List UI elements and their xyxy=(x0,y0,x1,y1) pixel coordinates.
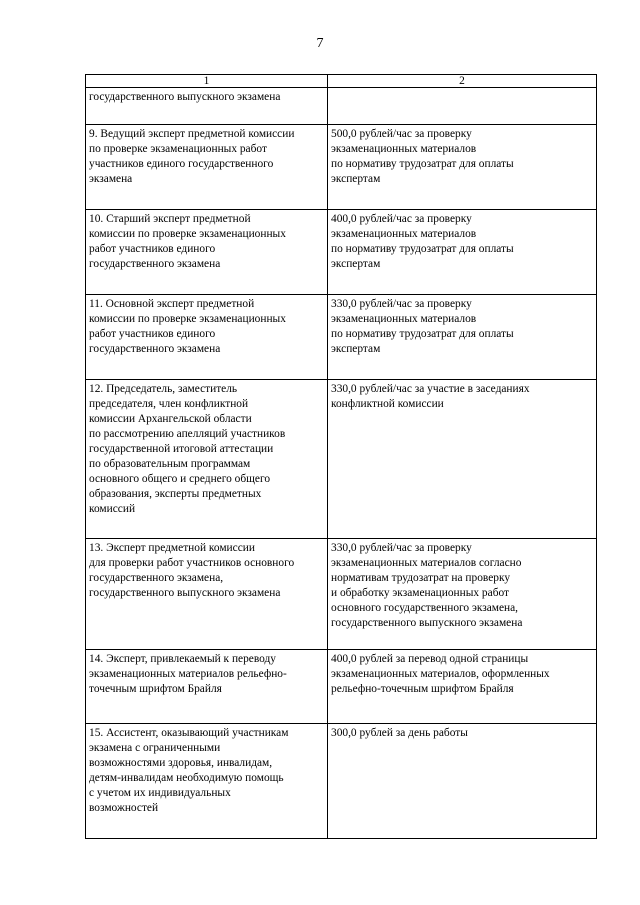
cell-text-line: 12. Председатель, заместитель xyxy=(89,383,238,395)
cell-text-line: комиссии Архангельской области xyxy=(89,413,252,425)
column-header: 2 xyxy=(328,75,597,88)
rate-cell xyxy=(328,295,597,380)
cell-text-line: нормативам трудозатрат на проверку xyxy=(331,572,511,584)
cell-text-line: 330,0 рублей/час за проверку xyxy=(331,298,472,310)
cell-text-line: экзамена с ограниченными xyxy=(89,742,221,754)
page-number: 7 xyxy=(316,36,324,51)
cell-text-line: экзаменационных материалов xyxy=(331,228,477,240)
rate-cell xyxy=(328,724,597,839)
rate-cell xyxy=(328,88,597,125)
cell-text-line: экспертам xyxy=(331,258,381,270)
cell-text-line: государственного экзамена xyxy=(89,258,221,270)
cell-text-line: по образовательным программам xyxy=(89,458,251,470)
cell-text-line: 500,0 рублей/час за проверку xyxy=(331,128,472,140)
payment-rates-table xyxy=(85,74,597,839)
table-row xyxy=(86,724,597,839)
cell-text-line: государственного экзамена, xyxy=(89,572,224,584)
cell-text-line: 300,0 рублей за день работы xyxy=(331,727,468,739)
category-cell xyxy=(86,724,328,839)
table-row xyxy=(86,539,597,650)
category-cell xyxy=(86,88,328,125)
category-cell xyxy=(86,539,328,650)
cell-text-line: государственного выпускного экзамена xyxy=(331,617,523,629)
cell-text-line: 400,0 рублей за перевод одной страницы xyxy=(331,653,529,665)
rate-cell xyxy=(328,210,597,295)
table-row xyxy=(86,295,597,380)
cell-text-line: 13. Эксперт предметной комиссии xyxy=(89,542,255,554)
cell-text-line: возможностями здоровья, инвалидам, xyxy=(89,757,273,769)
cell-text-line: 9. Ведущий эксперт предметной комиссии xyxy=(89,128,295,140)
cell-text-line: рельефно-точечным шрифтом Брайля xyxy=(331,683,514,695)
table-header-row xyxy=(86,75,597,88)
cell-text-line: 400,0 рублей/час за проверку xyxy=(331,213,472,225)
cell-text-line: 11. Основной эксперт предметной xyxy=(89,298,255,310)
table-row xyxy=(86,650,597,724)
cell-text-line: государственной итоговой аттестации xyxy=(89,443,274,455)
cell-text-line: по нормативу трудозатрат для оплаты xyxy=(331,328,514,340)
cell-text-line: детям-инвалидам необходимую помощь xyxy=(89,772,284,784)
cell-text-line: по нормативу трудозатрат для оплаты xyxy=(331,158,514,170)
cell-text-line: работ участников единого xyxy=(89,328,216,340)
cell-text-line: возможностей xyxy=(89,802,159,814)
category-cell xyxy=(86,210,328,295)
table-row xyxy=(86,380,597,539)
cell-text-line: государственного выпускного экзамена xyxy=(89,91,281,103)
category-cell xyxy=(86,125,328,210)
table-row xyxy=(86,210,597,295)
cell-text-line: экзаменационных материалов рельефно- xyxy=(89,668,287,680)
cell-text-line: экзаменационных материалов xyxy=(331,313,477,325)
cell-text-line: 330,0 рублей/час за проверку xyxy=(331,542,472,554)
cell-text-line: комиссии по проверке экзаменационных xyxy=(89,228,286,240)
cell-text-line: точечным шрифтом Брайля xyxy=(89,683,222,695)
cell-text-line: конфликтной комиссии xyxy=(331,398,444,410)
cell-text-line: основного государственного экзамена, xyxy=(331,602,519,614)
rate-cell xyxy=(328,125,597,210)
cell-text-line: по проверке экзаменационных работ xyxy=(89,143,267,155)
category-cell xyxy=(86,295,328,380)
rate-cell xyxy=(328,539,597,650)
rate-cell xyxy=(328,380,597,539)
cell-text-line: образования, эксперты предметных xyxy=(89,488,262,500)
cell-text-line: 15. Ассистент, оказывающий участникам xyxy=(89,727,289,739)
cell-text-line: по рассмотрению апелляций участников xyxy=(89,428,286,440)
rate-cell xyxy=(328,650,597,724)
cell-text-line: по нормативу трудозатрат для оплаты xyxy=(331,243,514,255)
cell-text-line: комиссий xyxy=(89,503,136,515)
cell-text-line: 330,0 рублей/час за участие в заседаниях xyxy=(331,383,530,395)
cell-text-line: государственного выпускного экзамена xyxy=(89,587,281,599)
cell-text-line: председателя, член конфликтной xyxy=(89,398,249,410)
cell-text-line: для проверки работ участников основного xyxy=(89,557,295,569)
cell-text-line: экзаменационных материалов xyxy=(331,143,477,155)
category-cell xyxy=(86,380,328,539)
table-row xyxy=(86,125,597,210)
cell-text-line: и обработку экзаменационных работ xyxy=(331,587,510,599)
cell-text-line: основного общего и среднего общего xyxy=(89,473,271,485)
cell-text-line: работ участников единого xyxy=(89,243,216,255)
cell-text-line: 10. Старший эксперт предметной xyxy=(89,213,251,225)
cell-text-line: экзаменационных материалов, оформленных xyxy=(331,668,550,680)
cell-text-line: экзамена xyxy=(89,173,133,185)
cell-text-line: экспертам xyxy=(331,173,381,185)
table-row xyxy=(86,88,597,125)
cell-text-line: 14. Эксперт, привлекаемый к переводу xyxy=(89,653,276,665)
cell-text-line: участников единого государственного xyxy=(89,158,274,170)
cell-text-line: с учетом их индивидуальных xyxy=(89,787,231,799)
cell-text-line: экспертам xyxy=(331,343,381,355)
cell-text-line: государственного экзамена xyxy=(89,343,221,355)
category-cell xyxy=(86,650,328,724)
cell-text-line: экзаменационных материалов согласно xyxy=(331,557,522,569)
column-header: 1 xyxy=(86,75,328,88)
cell-text-line: комиссии по проверке экзаменационных xyxy=(89,313,286,325)
